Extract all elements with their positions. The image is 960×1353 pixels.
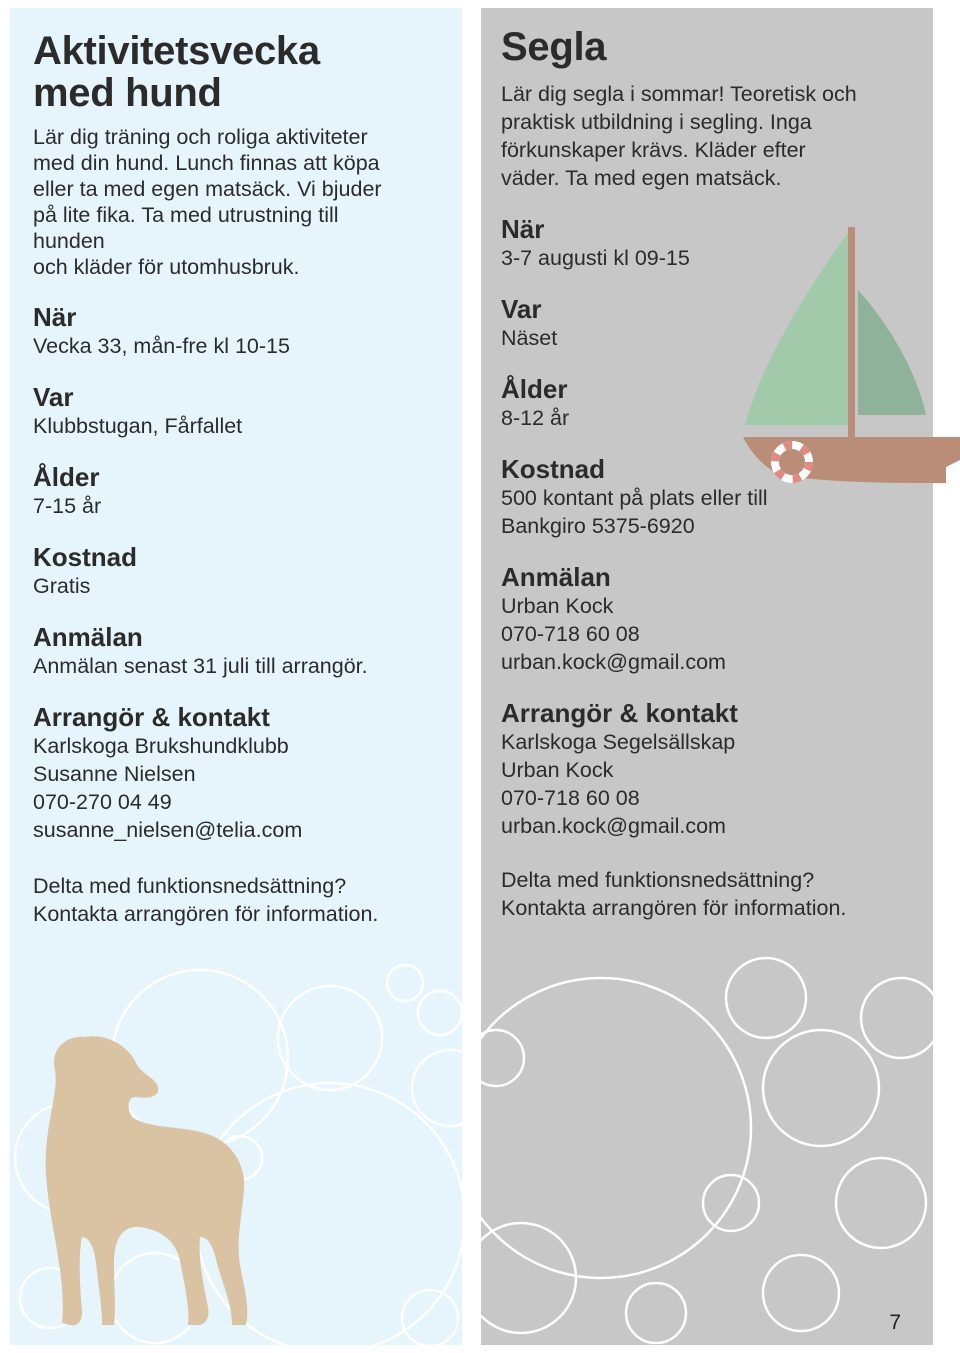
left-title-line1: Aktivitetsvecka <box>33 29 320 73</box>
right-alder-value: 8-12 år <box>501 406 570 430</box>
page-number: 7 <box>889 1311 901 1334</box>
right-anmalan-email: urban.kock@gmail.com <box>501 650 726 674</box>
left-section-var <box>33 382 453 440</box>
left-alder-value: 7-15 år <box>33 494 102 518</box>
right-kostnad-line: Bankgiro 5375-6920 <box>501 514 695 538</box>
right-panel <box>481 8 933 1345</box>
right-footer-note <box>501 866 921 922</box>
right-anmalan-line: Urban Kock <box>501 594 614 618</box>
left-intro-line: och kläder för utomhusbruk. <box>33 255 300 279</box>
right-title: Segla <box>501 25 607 69</box>
left-section-kostnad <box>33 542 453 600</box>
left-intro-line: på lite fika. Ta med utrustning till <box>33 203 339 227</box>
left-section-nar <box>33 302 453 360</box>
left-intro-line: Lär dig träning och roliga aktiviteter <box>33 125 368 149</box>
left-kostnad-label: Kostnad <box>33 542 137 572</box>
right-intro <box>501 80 921 192</box>
sailboat-icon <box>740 225 960 490</box>
left-var-label: Var <box>33 382 74 412</box>
right-intro-line: praktisk utbildning i segling. Inga <box>501 110 812 134</box>
left-footer-line2: Kontakta arrangören för information. <box>33 902 379 926</box>
left-var-value: Klubbstugan, Fårfallet <box>33 414 243 438</box>
right-section-anmalan <box>501 562 921 676</box>
right-anmalan-phone: 070-718 60 08 <box>501 622 640 646</box>
right-section-kontakt <box>501 698 921 840</box>
left-section-alder <box>33 462 453 520</box>
right-kontakt-line: Urban Kock <box>501 758 614 782</box>
left-alder-label: Ålder <box>33 462 100 492</box>
left-kostnad-value: Gratis <box>33 574 91 598</box>
right-footer-line2: Kontakta arrangören för information. <box>501 896 847 920</box>
right-kostnad-line: 500 kontant på plats eller till <box>501 486 768 510</box>
left-kontakt-email: susanne_nielsen@telia.com <box>33 818 303 842</box>
right-var-value: Näset <box>501 326 558 350</box>
left-kontakt-label: Arrangör & kontakt <box>33 702 270 732</box>
left-intro-line: hunden <box>33 229 105 253</box>
left-panel <box>10 8 462 1345</box>
right-kostnad-label: Kostnad <box>501 454 605 484</box>
right-intro-line: väder. Ta med egen matsäck. <box>501 166 782 190</box>
left-title-line2: med hund <box>33 71 222 115</box>
left-section-kontakt <box>33 702 453 844</box>
right-intro-line: förkunskaper krävs. Kläder efter <box>501 138 806 162</box>
right-kontakt-email: urban.kock@gmail.com <box>501 814 726 838</box>
left-title <box>33 30 453 114</box>
left-footer-line1: Delta med funktionsnedsättning? <box>33 874 347 898</box>
right-kontakt-label: Arrangör & kontakt <box>501 698 738 728</box>
right-anmalan-label: Anmälan <box>501 562 611 592</box>
right-kontakt-line: Karlskoga Segelsällskap <box>501 730 736 754</box>
left-anmalan-label: Anmälan <box>33 622 143 652</box>
left-kontakt-line: Karlskoga Brukshundklubb <box>33 734 289 758</box>
left-footer-note <box>33 872 453 928</box>
right-nar-label: När <box>501 214 545 244</box>
right-var-label: Var <box>501 294 542 324</box>
right-kontakt-phone: 070-718 60 08 <box>501 786 640 810</box>
right-intro-line: Lär dig segla i sommar! Teoretisk och <box>501 82 857 106</box>
right-footer-line1: Delta med funktionsnedsättning? <box>501 868 815 892</box>
left-content <box>33 30 453 928</box>
right-alder-label: Ålder <box>501 374 568 404</box>
left-kontakt-line: Susanne Nielsen <box>33 762 196 786</box>
left-kontakt-phone: 070-270 04 49 <box>33 790 172 814</box>
left-intro-line: eller ta med egen matsäck. Vi bjuder <box>33 177 382 201</box>
dog-silhouette <box>10 1025 270 1345</box>
left-nar-label: När <box>33 302 77 332</box>
right-nar-value: 3-7 augusti kl 09-15 <box>501 246 690 270</box>
left-section-anmalan <box>33 622 453 680</box>
left-intro <box>33 124 453 280</box>
left-anmalan-value: Anmälan senast 31 juli till arrangör. <box>33 654 368 678</box>
left-nar-value: Vecka 33, mån-fre kl 10-15 <box>33 334 290 358</box>
left-intro-line: med din hund. Lunch finnas att köpa <box>33 151 380 175</box>
